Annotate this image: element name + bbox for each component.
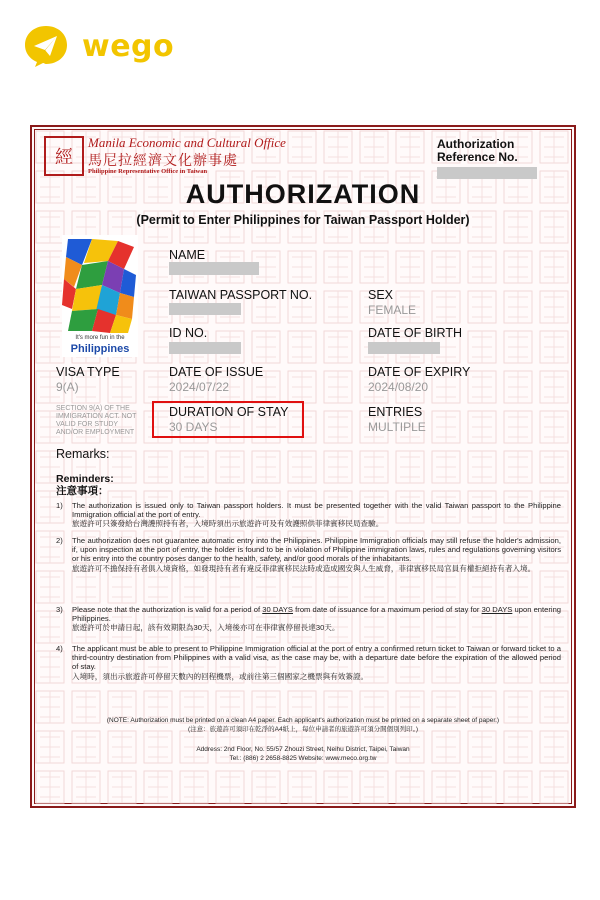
- redacted-date-of-birth: [368, 342, 440, 354]
- visa-type-label: VISA TYPE: [56, 365, 120, 379]
- org-name-en: Manila Economic and Cultural Office: [88, 135, 286, 150]
- date-of-expiry-label: DATE OF EXPIRY: [368, 365, 471, 379]
- org-name-zh: 馬尼拉經濟文化辦事處: [88, 153, 238, 169]
- visa-section-note: SECTION 9(A) OF THE IMMIGRATION ACT. NOT VALID FOR STUDY AND/OR EMPLOYMENT: [56, 405, 137, 436]
- authorization-reference-label: Authorization Reference No.: [437, 137, 518, 164]
- wego-logo: [22, 24, 174, 68]
- entries-label: ENTRIES: [368, 405, 423, 419]
- sex-value: FEMALE: [368, 303, 417, 317]
- dob-label: DATE OF BIRTH: [368, 326, 462, 340]
- date-of-expiry-value: 2024/08/20: [368, 380, 429, 394]
- entries-value: MULTIPLE: [368, 420, 426, 434]
- visa-type-value: 9(A): [56, 380, 79, 394]
- redacted-reference-number: [437, 167, 537, 179]
- redacted-id-number: [169, 342, 241, 354]
- background-pattern: [32, 127, 574, 806]
- document-title: AUTHORIZATION: [185, 179, 421, 209]
- redacted-name: [169, 262, 259, 275]
- reminder-item-2: 2) The authorization does not guarantee automatic entry into the Philippines. Philippine Immigration officials may still refuse the holder's admission, if, upon inspection at the port of entry, the holder is found to be in violation of Philippine immigration laws, rules and regulations governing visitors or his entry into the country poses danger to the health, safety, and/or good morals of the inhabitants. 旅遊許可不擔保持有者俱入境資格，如發現持有者有違反菲律賓移民法時或造成國安與人生威脅，菲律賓移民局官員有權拒絕持有者入境。: [56, 536, 561, 573]
- redacted-passport-number: [169, 303, 241, 315]
- document-subtitle: (Permit to Enter Philippines for Taiwan Passport Holder): [136, 213, 470, 227]
- reminder-item-4: 4) The applicant must be able to present to Philippine Immigration official at the port of entry a confirmed return ticket to Taiwan or forward ticket to a third-country destination from Philippines with a valid visa, as the case may be, with a departure date before the expiration of the allowed period of stay. 入境時，須出示旅遊許可停留天數內的回程機票，或前往第三個國家之機票與有效簽證。: [56, 644, 561, 681]
- poster-philippines: Philippines: [70, 343, 130, 355]
- office-address: Address: 2nd Floor, No. 55/57 Zhouzi Street, Neihu District, Taipei, Taiwan Tel.: (886) 2 2658-8825 Website: www.meco.org.tw: [196, 746, 410, 762]
- sex-label: SEX: [368, 288, 394, 302]
- print-note: (NOTE: Authorization must be printed on a clean A4 paper. Each applicant's authorization must be printed on a separate sheet of paper.) (注意：旅遊許可須印在乾淨的A4紙上，每位申請者的旅遊許可須分開個別列印。): [106, 717, 500, 733]
- duration-of-stay-value: 30 DAYS: [169, 420, 218, 434]
- poster-tagline: It's more fun in the: [75, 335, 125, 341]
- name-label: NAME: [169, 248, 206, 262]
- brand-name: wego: [82, 28, 175, 64]
- reminders-heading: Reminders: 注意事項：: [56, 473, 114, 497]
- paper-plane-icon: [22, 24, 70, 68]
- passport-label: TAIWAN PASSPORT NO.: [169, 288, 313, 302]
- reminder-item-1: 1) The authorization is issued only to Taiwan passport holders. It must be presented together with the valid Taiwan passport to the Philippine Immigration official at the port of entry. 旅遊許可只簽發給台灣護照持有者，入境時須出示旅遊許可及有效護照供菲律賓移民局查驗。: [56, 501, 561, 529]
- reminder-item-3: 3) Please note that the authorization is valid for a period of 30 DAYS from date of issuance for a maximum period of stay for 30 DAYS upon entering Philippines. 旅遊許可於申請日起，該有效期限為30天，入境後亦可在菲律賓停留長達30天。: [56, 605, 562, 633]
- authorization-document: [30, 125, 576, 808]
- date-of-issue-label: DATE OF ISSUE: [169, 365, 264, 379]
- id-label: ID NO.: [169, 326, 208, 340]
- org-subtitle: Philippine Representative Office in Taiwan: [88, 168, 208, 175]
- philippines-tourism-poster: [62, 235, 138, 357]
- meco-seal-icon: 經: [44, 136, 84, 176]
- date-of-issue-value: 2024/07/22: [169, 380, 230, 394]
- remarks-label: Remarks:: [56, 447, 110, 461]
- duration-of-stay-label: DURATION OF STAY: [169, 405, 289, 419]
- poster-graphic: [62, 235, 138, 335]
